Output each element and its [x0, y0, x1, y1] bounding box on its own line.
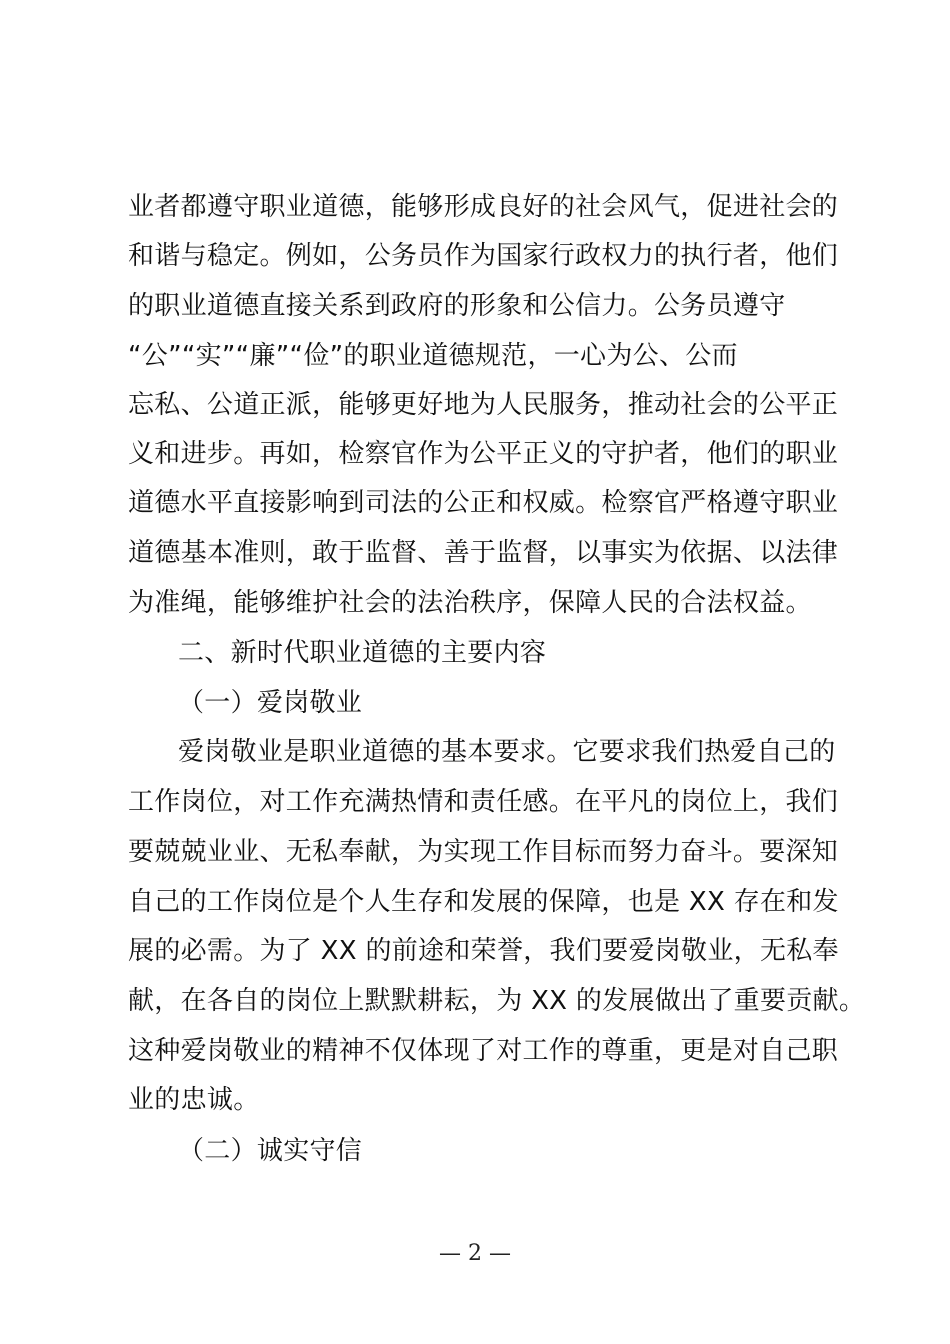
- paragraph-line: 道德水平直接影响到司法的公正和权威。检察官严格遵守职业: [128, 488, 839, 518]
- paragraph-line: 业者都遵守职业道德，能够形成良好的社会风气，促进社会的: [128, 192, 839, 222]
- paragraph-line: “公”“实”“廉”“俭”的职业道德规范，一心为公、公而: [128, 341, 738, 371]
- paragraph-line: 自己的工作岗位是个人生存和发展的保障，也是 XX 存在和发: [128, 887, 839, 917]
- paragraph-line: 爱岗敬业是职业道德的基本要求。它要求我们热爱自己的: [178, 737, 836, 767]
- paragraph-line: 业的忠诚。: [128, 1085, 260, 1115]
- paragraph-line: 义和进步。再如，检察官作为公平正义的守护者，他们的职业: [128, 439, 839, 469]
- paragraph-line: 献，在各自的岗位上默默耕耘，为 XX 的发展做出了重要贡献。: [128, 986, 866, 1016]
- paragraph-line: 工作岗位，对工作充满热情和责任感。在平凡的岗位上，我们: [128, 787, 839, 817]
- paragraph-line: 展的必需。为了 XX 的前途和荣誉，我们要爱岗敬业，无私奉: [128, 936, 839, 966]
- page-number: — 2 —: [439, 1241, 511, 1266]
- paragraph-line: 和谐与稳定。例如，公务员作为国家行政权力的执行者，他们: [128, 241, 839, 271]
- subsection-heading: （一）爱岗敬业: [178, 688, 363, 718]
- subsection-heading: （二）诚实守信: [178, 1136, 363, 1166]
- paragraph-line: 这种爱岗敬业的精神不仅体现了对工作的尊重，更是对自己职: [128, 1036, 839, 1066]
- paragraph-line: 为准绳，能够维护社会的法治秩序，保障人民的合法权益。: [128, 588, 812, 618]
- paragraph-line: 道德基本准则，敢于监督、善于监督，以事实为依据、以法律: [128, 538, 839, 568]
- paragraph-line: 忘私、公道正派，能够更好地为人民服务，推动社会的公平正: [128, 390, 839, 420]
- paragraph-line: 要兢兢业业、无私奉献，为实现工作目标而努力奋斗。要深知: [128, 837, 839, 867]
- paragraph-line: 的职业道德直接关系到政府的形象和公信力。公务员遵守: [128, 291, 786, 321]
- section-heading: 二、新时代职业道德的主要内容: [178, 638, 547, 668]
